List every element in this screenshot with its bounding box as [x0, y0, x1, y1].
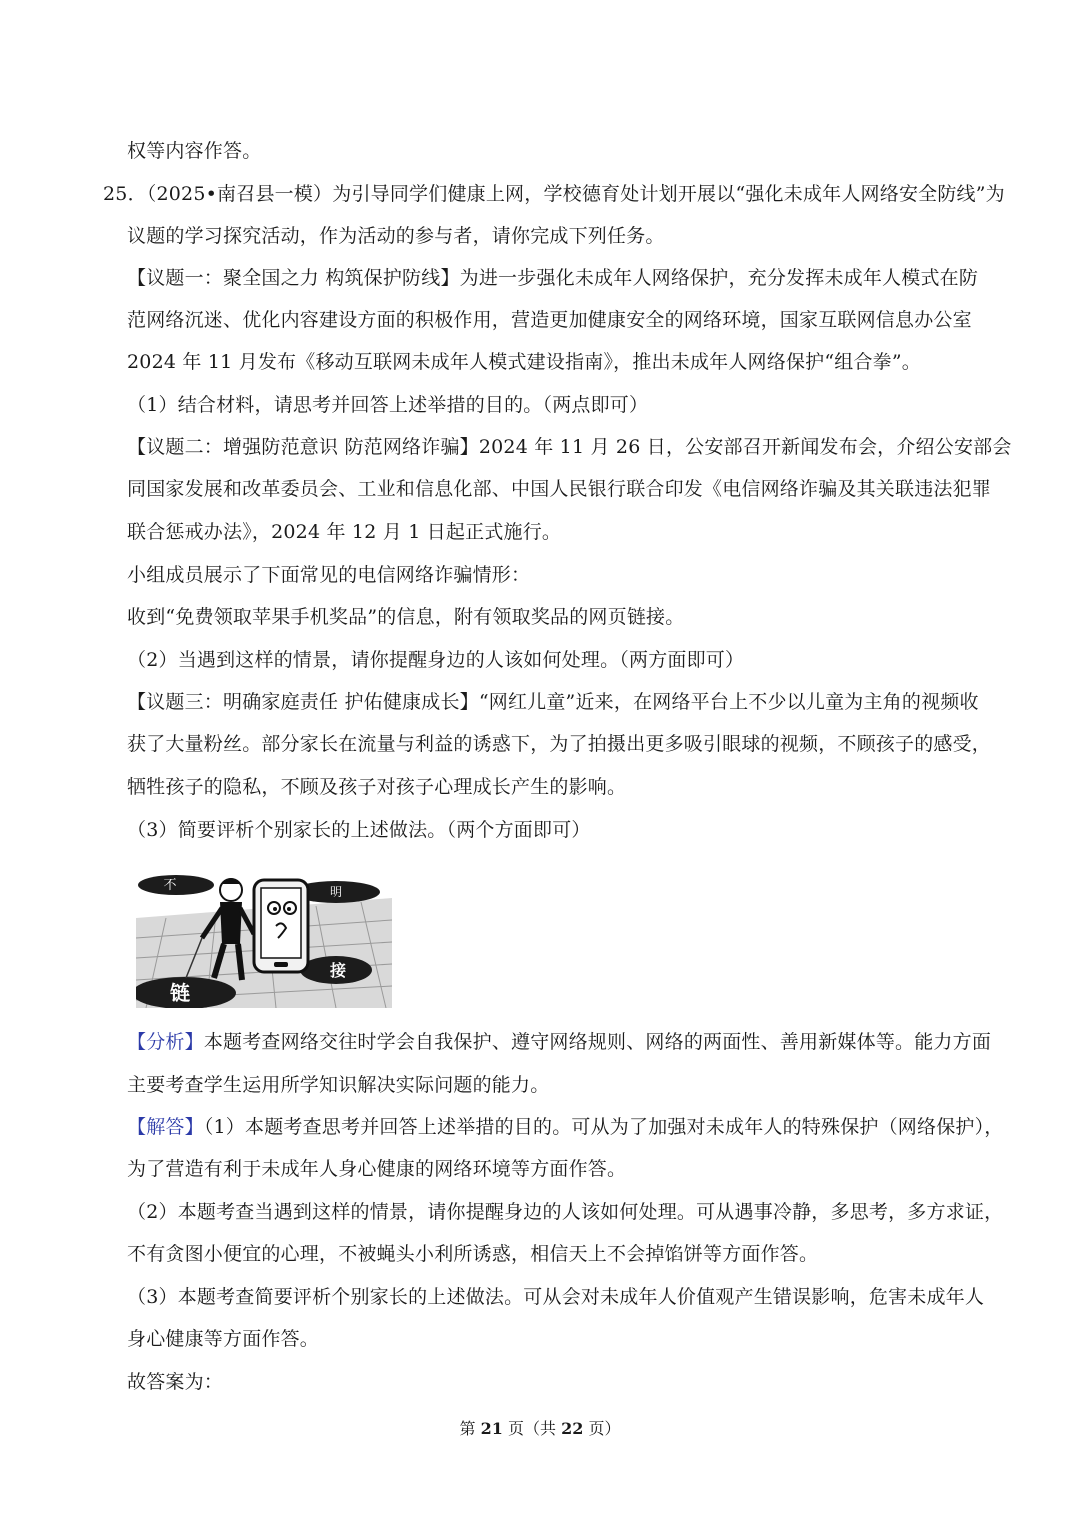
text-line: 议题的学习探究活动，作为活动的参与者，请你完成下列任务。: [127, 225, 665, 247]
text-line: 不有贪图小便宜的心理，不被蝇头小利所诱惑，相信天上不会掉馅饼等方面作答。: [127, 1243, 819, 1265]
text-line: 小组成员展示了下面常见的电信网络诈骗情形：: [127, 564, 531, 586]
footer-suffix: 页）: [588, 1419, 621, 1438]
analysis-tag: 【分析】: [127, 1031, 204, 1053]
text-line: （2）本题考查当遇到这样的情景，请你提醒身边的人该如何处理。可从遇事冷静，多思考，多方求证，: [127, 1201, 1004, 1223]
text-line: 收到“免费领取苹果手机奖品”的信息，附有领取奖品的网页链接。: [127, 606, 685, 628]
footer-prefix: 第: [459, 1419, 476, 1438]
sub-question-1: （1）结合材料，请思考并回答上述举措的目的。（两点即可）: [127, 394, 649, 416]
text-line: 获了大量粉丝。部分家长在流量与利益的诱惑下，为了拍摄出更多吸引眼球的视频，不顾孩子的感受，: [127, 733, 992, 755]
sign-label-ming: 明: [329, 885, 343, 899]
text-line: 身心健康等方面作答。: [127, 1328, 320, 1350]
text-line: 2024 年 11 月发布《移动互联网未成年人模式建设指南》，推出未成年人网络保护“组合拳”。: [127, 351, 921, 373]
answer-text: （1）本题考查思考并回答上述举措的目的。可从为了加强对未成年人的特殊保护（网络保护），: [203, 1116, 1004, 1138]
text-line: 权等内容作答。: [127, 140, 262, 162]
analysis-text: 本题考查网络交往时学会自我保护、遵守网络规则、网络的两面性、善用新媒体等。能力方面: [203, 1031, 992, 1053]
answer-tag: 【解答】: [127, 1116, 204, 1138]
sub-question-3: （3）简要评析个别家长的上述做法。（两个方面即可）: [127, 819, 591, 841]
topic-3-heading: 【议题三：明确家庭责任 护佑健康成长】“网红儿童”近来，在网络平台上不少以儿童为主角的视频收: [127, 691, 979, 713]
sign-label-lian: 链: [170, 981, 190, 1005]
text-line: 牺牲孩子的隐私，不顾及孩子对孩子心理成长产生的影响。: [127, 776, 627, 798]
text-line: 联合惩戒办法》，2024 年 12 月 1 日起正式施行。: [127, 521, 562, 543]
text-line: 同国家发展和改革委员会、工业和信息化部、中国人民银行联合印发《电信网络诈骗及其关联违法犯罪: [127, 478, 992, 500]
text-line: 故答案为：: [127, 1371, 224, 1393]
cartoon-illustration: [136, 858, 392, 1008]
text-line: 范网络沉迷、优化内容建设方面的积极作用，营造更加健康安全的网络环境，国家互联网信息办公室: [127, 309, 972, 331]
answer-line: [127, 1113, 1004, 1141]
footer-total-pages: 22: [561, 1419, 584, 1438]
phone-figure: [254, 880, 308, 972]
sign-label-jie: 接: [329, 961, 347, 980]
footer-page-number: 21: [480, 1419, 503, 1438]
sign-label-bu: 不: [163, 878, 177, 893]
page-footer: [0, 1417, 1080, 1441]
topic-1-heading: 【议题一：聚全国之力 构筑保护防线】为进一步强化未成年人网络保护，充分发挥未成年人模式在防: [127, 267, 979, 289]
analysis-line: [127, 1028, 991, 1056]
text-line: 为了营造有利于未成年人身心健康的网络环境等方面作答。: [127, 1158, 627, 1180]
text-line: 主要考查学生运用所学知识解决实际问题的能力。: [127, 1074, 550, 1096]
footer-mid: 页（共: [507, 1419, 556, 1438]
question-25-stem: 25．（2025•南召县一模）为引导同学们健康上网，学校德育处计划开展以“强化未成年人网络安全防线”为: [103, 183, 1005, 205]
text-line: （3）本题考查简要评析个别家长的上述做法。可从会对未成年人价值观产生错误影响，危害未成年人: [127, 1286, 985, 1308]
sub-question-2: （2）当遇到这样的情景，请你提醒身边的人该如何处理。（两方面即可）: [127, 649, 745, 671]
topic-2-heading: 【议题二：增强防范意识 防范网络诈骗】2024 年 11 月 26 日，公安部召开新闻发布会，介绍公安部会: [127, 436, 1012, 458]
